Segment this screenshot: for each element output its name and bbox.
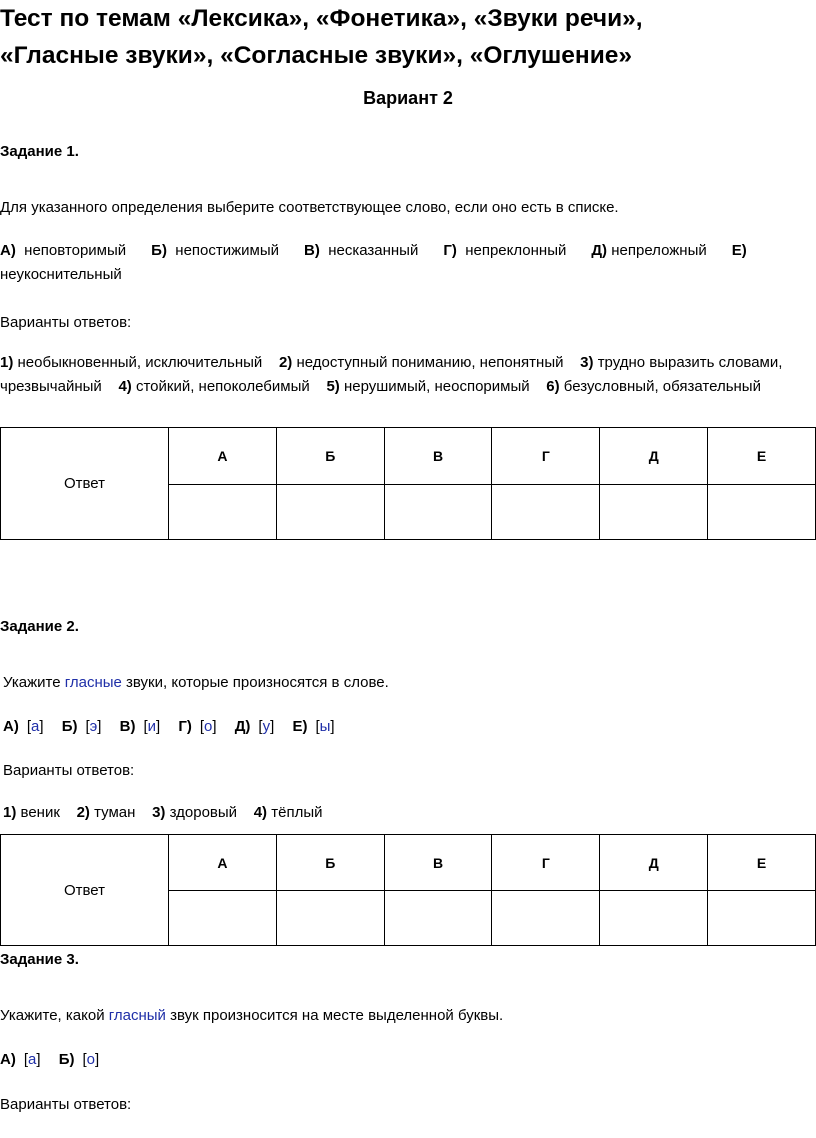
answer-cell[interactable] (384, 891, 492, 946)
option-d: Д) непреложный (591, 242, 707, 259)
task1-heading: Задание 1. (0, 143, 79, 160)
task1-answers-label: Варианты ответов: (0, 314, 132, 331)
option-b: Б) непостижимый (151, 242, 280, 259)
answer-cell[interactable] (169, 891, 277, 946)
task2-answers (3, 801, 322, 825)
answer-4: 4) стойкий, непоколебимый (118, 378, 310, 395)
sound-a: А) [а] (3, 718, 44, 735)
option-g: Г) непреклонный (443, 242, 567, 259)
title-line-1: Тест по темам «Лексика», «Фонетика», «Звуки речи», (0, 5, 643, 32)
answer-cell[interactable] (276, 485, 384, 540)
column-header: Е (708, 835, 816, 891)
vowel-link[interactable]: гласный (108, 1007, 166, 1024)
answer-row-label: Ответ (1, 428, 169, 540)
column-header: В (384, 428, 492, 485)
column-header: Б (276, 428, 384, 485)
task2-sounds (3, 715, 349, 739)
column-header: В (384, 835, 492, 891)
answer-cell[interactable] (600, 891, 708, 946)
task1-answers (0, 351, 800, 399)
answer-3: 3) трудно выразить словами, чрезвычайный (0, 354, 783, 395)
sound-a: А) [а] (0, 1051, 41, 1068)
task3-instruction: Укажите, какой гласный звук произносится на месте выделенной буквы. (0, 1007, 504, 1024)
document-title (0, 0, 816, 74)
task2-answers-label: Варианты ответов: (3, 762, 135, 779)
answer-cell[interactable] (708, 485, 816, 540)
answer-5: 5) нерушимый, неоспоримый (326, 378, 530, 395)
column-header: А (169, 835, 277, 891)
answer-cell[interactable] (708, 891, 816, 946)
column-header: Г (492, 835, 600, 891)
answer-cell[interactable] (169, 485, 277, 540)
column-header: Г (492, 428, 600, 485)
column-header: Б (276, 835, 384, 891)
answer-3: 3) здоровый (152, 804, 238, 821)
answer-cell[interactable] (384, 485, 492, 540)
sound-d: Д) [у] (234, 718, 275, 735)
sound-e: Е) [ы] (292, 718, 335, 735)
task1-options (0, 239, 790, 287)
answer-cell[interactable] (492, 485, 600, 540)
sound-g: Г) [о] (178, 718, 217, 735)
task2-answer-table (0, 834, 816, 946)
task2-instruction: Укажите гласные звуки, которые произносятся в слове. (3, 674, 389, 691)
answer-2: 2) туман (76, 804, 136, 821)
answer-cell[interactable] (492, 891, 600, 946)
task1-answer-table (0, 427, 816, 540)
column-header: Д (600, 428, 708, 485)
answer-1: 1) веник (3, 804, 60, 821)
task3-heading: Задание 3. (0, 951, 79, 968)
answer-6: 6) безусловный, обязательный (546, 378, 761, 395)
answer-2: 2) недоступный пониманию, непонятный (278, 354, 564, 371)
task2-heading: Задание 2. (0, 618, 79, 635)
column-header: А (169, 428, 277, 485)
title-line-2: «Гласные звуки», «Согласные звуки», «Оглушение» (0, 42, 633, 69)
task3-sounds (0, 1048, 113, 1072)
answer-cell[interactable] (276, 891, 384, 946)
sound-b: Б) [э] (61, 718, 102, 735)
column-header: Д (600, 835, 708, 891)
answer-cell[interactable] (600, 485, 708, 540)
task3-answers-label: Варианты ответов: (0, 1096, 132, 1113)
sound-v: В) [и] (119, 718, 161, 735)
option-v: В) несказанный (304, 242, 419, 259)
answer-1: 1) необыкновенный, исключительный (0, 354, 263, 371)
column-header: Е (708, 428, 816, 485)
answer-4: 4) тёплый (253, 804, 323, 821)
sound-b: Б) [о] (58, 1051, 100, 1068)
option-e: Е) неукоснительный (0, 242, 747, 283)
variant-heading: Вариант 2 (363, 88, 453, 108)
task1-instruction: Для указанного определения выберите соответствующее слово, если оно есть в списке. (0, 199, 619, 216)
answer-row-label: Ответ (1, 835, 169, 946)
vowels-link[interactable]: гласные (64, 674, 122, 691)
option-a: А) неповторимый (0, 242, 127, 259)
